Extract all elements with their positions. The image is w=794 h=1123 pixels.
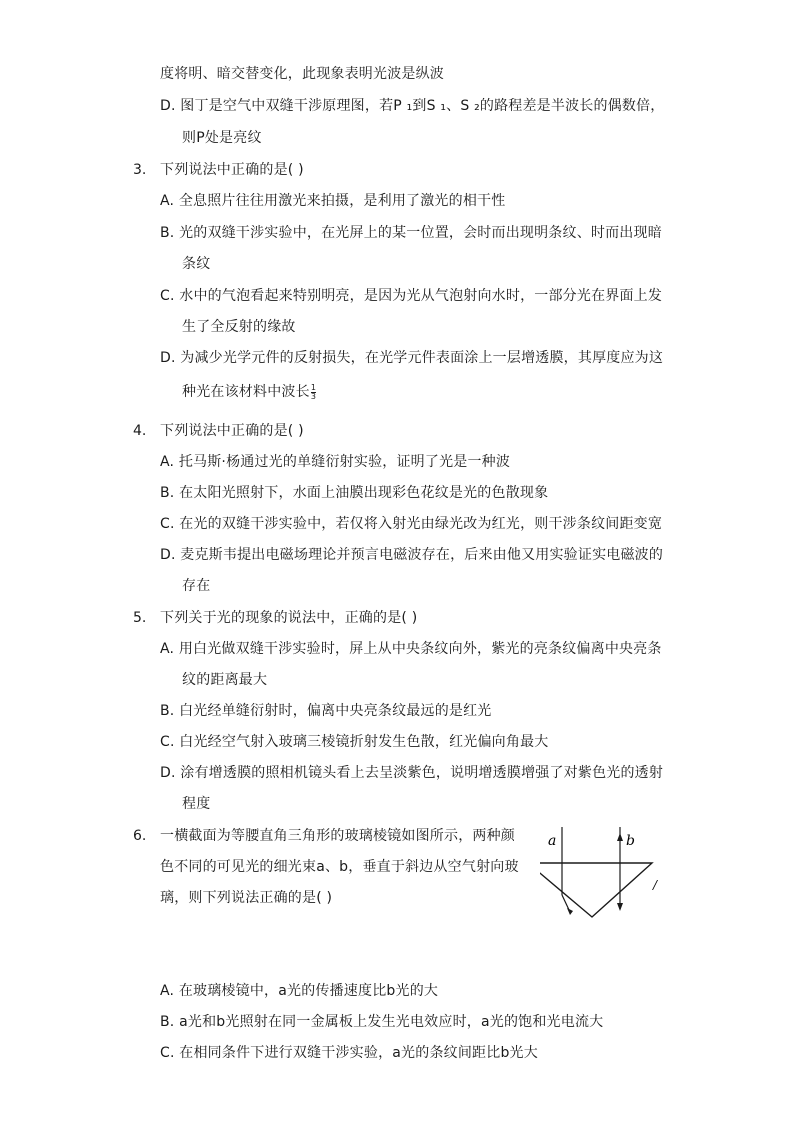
option-d: D. 涂有增透膜的照相机镜头看上去呈淡紫色，说明增透膜增强了对紫色光的透射 xyxy=(160,765,664,781)
option-b: B. 白光经单缝衍射时，偏离中央亮条纹最远的是红光 xyxy=(160,703,492,719)
question-number: 6. xyxy=(133,828,147,844)
arrow-head-icon xyxy=(617,833,623,841)
text-line: 则P处是亮纹 xyxy=(182,130,262,146)
question-number: 5. xyxy=(133,610,147,626)
question-stem: 一横截面为等腰直角三角形的玻璃棱镜如图所示，两种颜 xyxy=(160,828,515,844)
option-c: C. 水中的气泡看起来特别明亮，是因为光从气泡射向水时，一部分光在界面上发 xyxy=(160,288,663,304)
option-c-continued: 生了全反射的缘故 xyxy=(182,319,296,335)
option-a-continued: 纹的距离最大 xyxy=(182,672,268,688)
arrow-head-icon xyxy=(567,908,573,915)
option-b: B. a光和b光照射在同一金属板上发生光电效应时，a光的饱和光电流大 xyxy=(160,1014,604,1030)
option-c: C. 白光经空气射入玻璃三棱镜折射发生色散，红光偏向角最大 xyxy=(160,734,549,750)
question-stem: 下列说法中正确的是( ) xyxy=(160,423,304,439)
fraction-denominator: 3 xyxy=(310,391,317,401)
label-b: b xyxy=(626,833,635,849)
option-a: A. 用白光做双缝干涉实验时，屏上从中央条纹向外，紫光的亮条纹偏离中央亮条 xyxy=(160,641,662,657)
label-a: a xyxy=(548,833,557,849)
option-d: D. 为减少光学元件的反射损失，在光学元件表面涂上一层增透膜，其厚度应为这 xyxy=(160,350,664,366)
option-d-continued: 存在 xyxy=(182,578,211,594)
option-a: A. 在玻璃棱镜中，a光的传播速度比b光的大 xyxy=(160,983,439,999)
prism-figure xyxy=(540,825,670,925)
question-number: 3. xyxy=(133,162,147,178)
option-a: A. 全息照片往往用激光来拍摄，是利用了激光的相干性 xyxy=(160,193,506,209)
option-c: C. 在光的双缝干涉实验中，若仅将入射光由绿光改为红光，则干涉条纹间距变宽 xyxy=(160,516,663,532)
option-b: B. 光的双缝干涉实验中，在光屏上的某一位置，会时而出现明条纹、时而出现暗 xyxy=(160,225,662,241)
option-d: D. 麦克斯韦提出电磁场理论并预言电磁波存在，后来由他又用实验证实电磁波的 xyxy=(160,547,664,563)
option-c: C. 在相同条件下进行双缝干涉实验，a光的条纹间距比b光大 xyxy=(160,1045,538,1061)
question-number: 4. xyxy=(133,423,147,439)
arrow-head-icon xyxy=(617,903,623,911)
option-b: B. 在太阳光照射下，水面上油膜出现彩色花纹是光的色散现象 xyxy=(160,485,549,501)
option-b-continued: 条纹 xyxy=(182,256,211,272)
fraction-numerator: 1 xyxy=(310,382,317,392)
option-d-continued xyxy=(182,382,316,402)
question-stem: 下列说法中正确的是( ) xyxy=(160,162,304,178)
fraction-one-third xyxy=(311,384,316,401)
stray-mark: / xyxy=(653,878,658,892)
option-a: A. 托马斯·杨通过光的单缝衍射实验，证明了光是一种波 xyxy=(160,454,511,470)
prism-triangle xyxy=(540,863,652,917)
question-stem-continued: 璃，则下列说法正确的是( ) xyxy=(160,890,333,906)
question-stem: 下列关于光的现象的说法中，正确的是( ) xyxy=(160,610,418,626)
text-line: D. 图丁是空气中双缝干涉原理图，若P ₁到S ₁、S ₂的路程差是半波长的偶数倍， xyxy=(160,98,665,114)
question-stem-continued: 色不同的可见光的细光束a、b，垂直于斜边从空气射向玻 xyxy=(160,859,519,875)
option-d-text: 种光在该材料中波长 xyxy=(182,384,310,400)
text-line: 度将明、暗交替变化，此现象表明光波是纵波 xyxy=(160,66,444,82)
option-d-continued: 程度 xyxy=(182,796,211,812)
